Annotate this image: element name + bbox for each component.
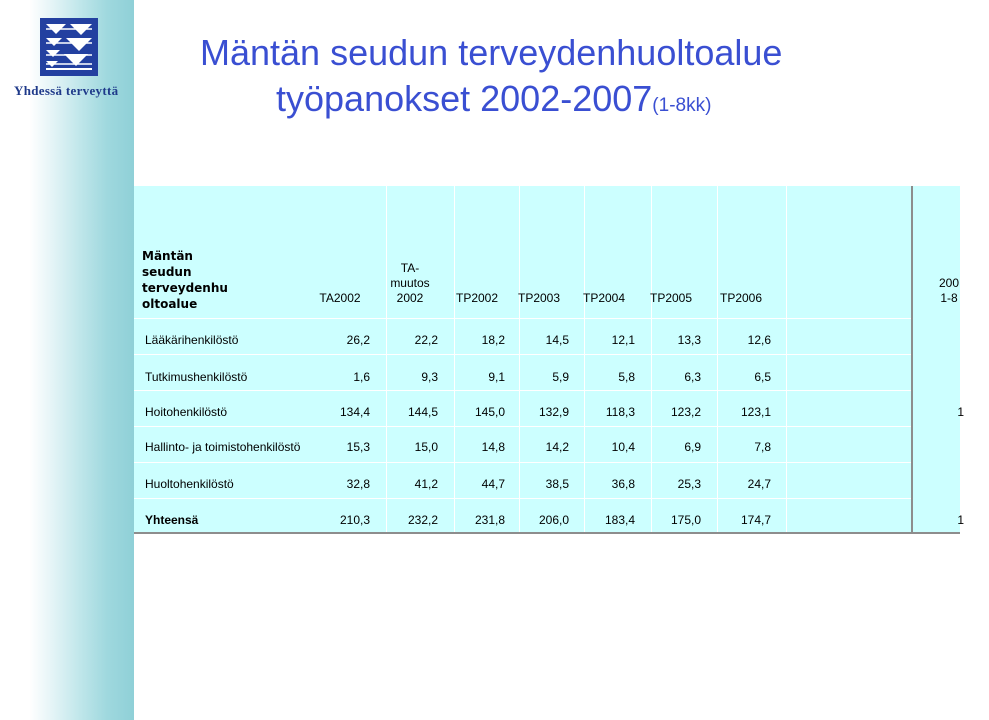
table-cell: 22,2 (414, 333, 438, 347)
column-header-line: muutos (390, 276, 430, 290)
column-header-line: TP2003 (517, 291, 561, 305)
total-row-label: Yhteensä (145, 513, 199, 527)
column-header-line: TP2005 (649, 291, 693, 305)
total-cell: 210,3 (339, 513, 370, 527)
table-cell: 9,1 (488, 370, 505, 384)
table-cell: 12,6 (747, 333, 771, 347)
column-header-line: TP2002 (455, 291, 499, 305)
table-cell: 118,3 (605, 405, 635, 419)
table-cell: 15,0 (414, 440, 438, 454)
table-cell: 6,9 (684, 440, 701, 454)
slide-title (200, 30, 940, 129)
row-label: Hoitohenkilöstö (145, 405, 228, 419)
table-cell: 134,4 (339, 405, 370, 419)
table-cell: 38,5 (545, 477, 569, 491)
corner-line: seudun (142, 265, 192, 279)
table-cell: 1 (957, 405, 964, 419)
table-cell: 123,2 (670, 405, 701, 419)
table-cell: 144,5 (407, 405, 438, 419)
table-border-bottom (134, 532, 960, 534)
sidebar-gradient (0, 0, 134, 720)
total-cell: 232,2 (407, 513, 438, 527)
row-label: Huoltohenkilöstö (145, 477, 234, 491)
column-header-line: TA2002 (319, 291, 361, 305)
column-header-line: 200 (938, 276, 960, 290)
table-cell: 145,0 (474, 405, 505, 419)
title-line-2 (200, 76, 940, 129)
table-cell: 15,3 (346, 440, 370, 454)
column-header (909, 276, 989, 306)
corner-line: Mäntän (142, 249, 193, 263)
column-header (701, 276, 781, 306)
brand-name: Yhdessä terveyttä (14, 83, 119, 98)
grid-line-vertical (786, 186, 787, 532)
table-cell: 13,3 (677, 333, 701, 347)
column-header-line (631, 276, 711, 291)
table-cell: 7,8 (754, 440, 771, 454)
table-cell: 36,8 (611, 477, 635, 491)
row-label: Lääkärihenkilöstö (145, 333, 239, 347)
table-cell: 18,2 (481, 333, 505, 347)
staff-table (134, 186, 964, 534)
total-cell: 231,8 (474, 513, 505, 527)
table-cell: 25,3 (677, 477, 701, 491)
column-header-line (300, 276, 380, 291)
table-cell: 32,8 (346, 477, 370, 491)
row-label: Hallinto- ja toimistohenkilöstö (145, 440, 301, 454)
table-cell: 10,4 (611, 440, 635, 454)
grid-line-horizontal (134, 426, 911, 427)
total-cell: 183,4 (604, 513, 635, 527)
grid-line-horizontal (134, 462, 911, 463)
table-cell: 14,2 (545, 440, 569, 454)
column-header-line: 2002 (396, 291, 424, 305)
corner-line: oltoalue (142, 297, 198, 311)
column-header-line: TA- (400, 261, 420, 275)
title-line-2-main: työpanokset 2002-2007 (276, 78, 653, 119)
table-cell: 123,1 (740, 405, 771, 419)
table-cell: 14,5 (545, 333, 569, 347)
total-cell: 206,0 (538, 513, 569, 527)
corner-line: terveydenhu (142, 281, 228, 295)
table-cell: 5,8 (618, 370, 635, 384)
table-cell: 24,7 (747, 477, 771, 491)
title-suffix: (1-8kk) (652, 95, 712, 116)
total-cell: 174,7 (740, 513, 771, 527)
total-cell: 1 (957, 513, 964, 527)
column-header-line: TP2006 (719, 291, 763, 305)
column-header (631, 276, 711, 306)
table-cell: 14,8 (481, 440, 505, 454)
total-cell: 175,0 (670, 513, 701, 527)
column-header-line: TP2004 (582, 291, 626, 305)
table-cell: 5,9 (552, 370, 569, 384)
column-header-line: 1-8 (940, 291, 958, 305)
table-cell: 41,2 (414, 477, 438, 491)
logo-icon (40, 18, 98, 76)
table-cell: 9,3 (421, 370, 438, 384)
table-cell: 6,3 (684, 370, 701, 384)
table-cell: 26,2 (346, 333, 370, 347)
title-line-1: Mäntän seudun terveydenhuoltoalue (200, 32, 783, 73)
grid-line-horizontal (134, 390, 911, 391)
table-cell: 132,9 (538, 405, 569, 419)
grid-line-horizontal (134, 354, 911, 355)
column-header (300, 276, 380, 306)
grid-line-horizontal (134, 318, 911, 319)
table-cell: 1,6 (353, 370, 370, 384)
table-corner-label (142, 248, 228, 312)
table-cell: 44,7 (481, 477, 505, 491)
table-border-right (911, 186, 913, 534)
table-cell: 6,5 (754, 370, 771, 384)
grid-line-horizontal (134, 498, 911, 499)
row-label: Tutkimushenkilöstö (145, 370, 248, 384)
table-cell: 12,1 (611, 333, 635, 347)
column-header-line (701, 276, 781, 291)
